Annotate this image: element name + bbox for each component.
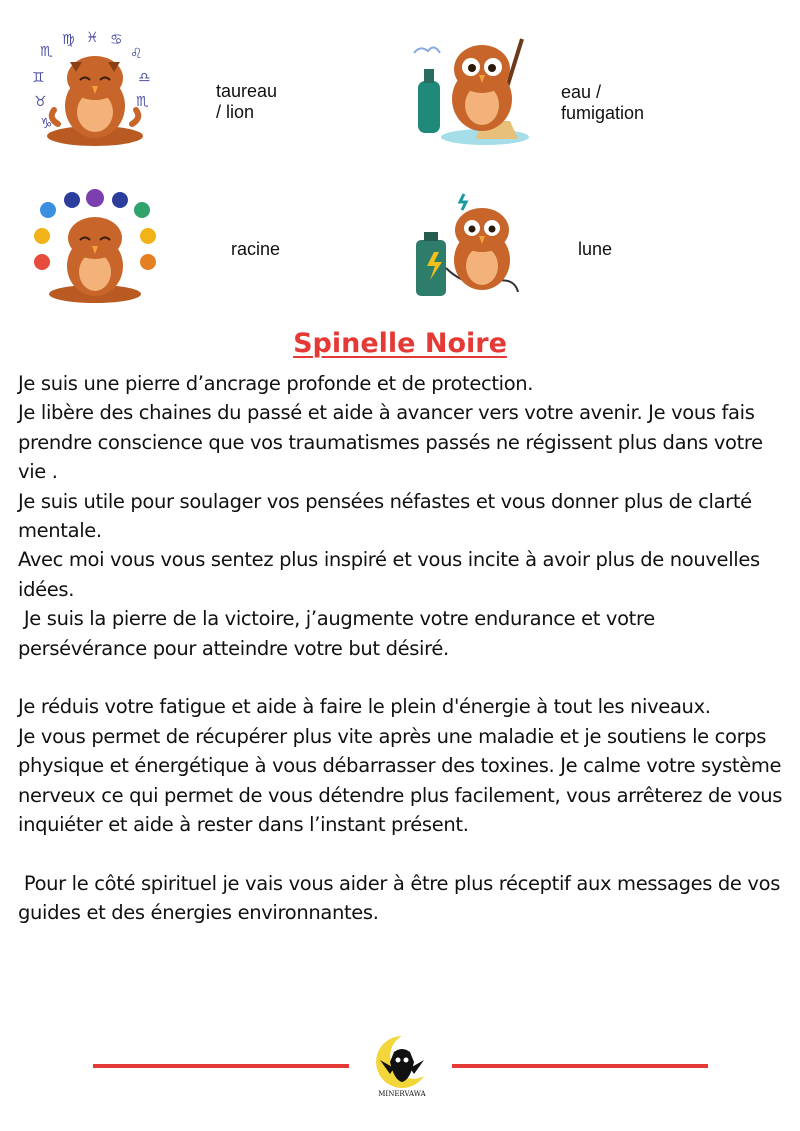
svg-text:♉: ♉	[34, 94, 47, 110]
owl-moon-logo-icon	[372, 1032, 432, 1100]
svg-text:♊: ♊	[32, 70, 45, 86]
svg-text:♏: ♏	[136, 94, 149, 110]
association-label: eau / fumigation	[561, 82, 645, 123]
paragraph: Je suis utile pour soulager vos pensées néfastes et vous donner plus de clarté mentale.	[18, 489, 758, 543]
svg-text:♎: ♎	[138, 70, 151, 86]
svg-text:♍: ♍	[62, 32, 75, 48]
svg-text:♏: ♏	[40, 44, 53, 60]
zodiac-owl-icon	[30, 28, 160, 148]
paragraph: Je libère des chaines du passé et aide à avancer vers votre avenir. Je vous fais prendre conscience que vos traumatismes passés ne régissent plus dans votre vie .	[18, 401, 769, 484]
paragraph: Je suis une pierre d’ancrage profonde et de protection.	[18, 372, 534, 395]
paragraph-spacer	[18, 839, 786, 868]
cleaning-owl-icon	[410, 33, 535, 148]
svg-text:♌: ♌	[130, 46, 143, 62]
association-label: taureau / lion	[216, 81, 278, 122]
divider-right	[452, 1064, 708, 1068]
divider-left	[93, 1064, 349, 1068]
paragraph-spacer	[18, 663, 786, 692]
paragraph: Avec moi vous vous sentez plus inspiré et vous incite à avoir plus de nouvelles idées.	[18, 548, 766, 601]
association-label: racine	[231, 239, 281, 259]
svg-text:♑: ♑	[40, 116, 53, 132]
svg-text:♋: ♋	[110, 32, 123, 48]
association-label: lune	[578, 239, 613, 259]
description-body	[18, 369, 786, 928]
paragraph: Je suis la pierre de la victoire, j’augmente votre endurance et votre persévérance pour atteindre votre but désiré.	[18, 607, 661, 660]
paragraph: Je réduis votre fatigue et aide à faire le plein d'énergie à tout les niveaux.	[18, 695, 711, 719]
paragraph: Je vous permet de récupérer plus vite après une maladie et je soutiens le corps physique et énergétique à vous débarrasser des toxines. Je calme votre système nerveux ce qui permet de vous détendre plus facilement, vous arrêterez de vous inquiéter et aide à rester dans l’instant présent.	[18, 724, 788, 837]
page-title: Spinelle Noire	[293, 328, 507, 359]
paragraph: Pour le côté spirituel je vais vous aider à être plus réceptif aux messages de vos guides et des énergies environnantes.	[18, 871, 786, 925]
logo-text: MINERVAWA	[378, 1090, 426, 1098]
chakra-owl-icon	[30, 188, 160, 306]
charging-owl-icon	[412, 188, 522, 303]
svg-text:♓: ♓	[86, 30, 99, 46]
